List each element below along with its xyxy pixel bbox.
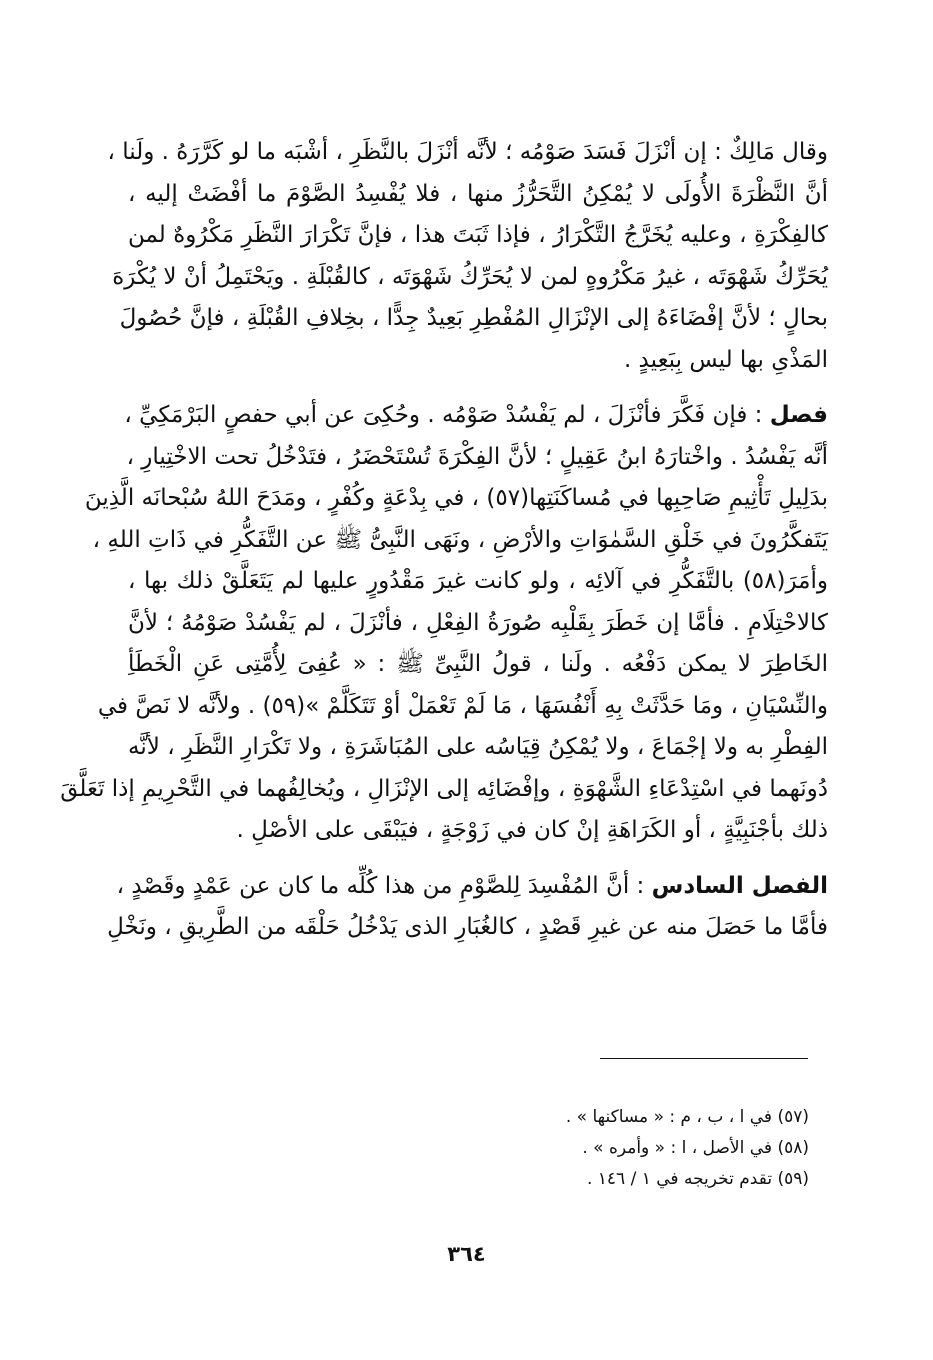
text-line: كالاحْتِلَامِ . فأمَّا إن خَطَرَ بِقَلْبِه صُورَةُ الفِعْلِ ، فأنْزَلَ ، لم يَفْسُدْ صَوْمُهُ ؛ لأنَّ	[128, 609, 828, 636]
text-line: أنَّ النَّظْرَةَ الأُولَى لا يُمْكِنُ التَّحَرُّزُ منها ، فلا يُفْسِدُ الصَّوْمَ ما أفْضَتْ إليه ،	[128, 180, 828, 207]
text-line: وأمَرَ(٥٨) بالتَّفَكُّرِ في آلائِه ، ولو كانت غيرَ مَقْدُورٍ عليها لم يَتَعَلَّقْ ذلك بها ،	[128, 568, 828, 594]
text-line: أنَّه يَفْسُدُ . واخْتارَهُ ابنُ عَقِيلٍ ؛ لأنَّ الفِكْرَةَ تُسْتَحْضَرُ ، فتَدْخُلُ تحت الاخْتِيارِ ،	[126, 443, 828, 470]
text-line	[124, 395, 828, 437]
text-line: دُونَهما في اسْتِدْعَاءِ الشَّهْوَةِ ، وإفْضَائِه إلى الإنْزَالِ ، ويُخالِفُهما في التَّحْرِيمِ إذا تَعَلَّقَ	[60, 775, 828, 802]
text-line: يُحَرِّكُ شَهْوَتَه ، غيرُ مَكْرُوهٍ لمن لا يُحَرِّكُ شَهْوَتَه ، كالقُبْلَةِ . ويَحْتَمِلُ أنْ لا يُكْرَهَ	[112, 263, 828, 290]
text-line: ذلك بأجْنَبِيَّةٍ ، أو الكَرَاهَةِ إنْ كان في زَوْجَةٍ ، فيَبْقَى على الأصْلِ .	[236, 817, 828, 843]
text-span: : أنَّ المُفْسِدَ لِلصَّوْمِ من هذا كُلِّه ما كان عن عَمْدٍ وقَصْدٍ ،	[116, 872, 645, 899]
paragraph-3	[107, 866, 828, 949]
footnote: (٥٧) في ا ، ب ، م : « مساكنها » .	[565, 1107, 809, 1127]
footnote: (٥٨) في الأصل ، ا : « وأمره » .	[582, 1138, 809, 1158]
footnote-divider	[600, 1058, 808, 1059]
section-label: فصل	[769, 402, 828, 428]
text-line: الفِطْرِ به ولا إجْمَاعَ ، ولا يُمْكِنُ قِيَاسُه على المُبَاشَرَةِ ، ولا تَكْرَارِ النَّظَرِ ، لأنَّه	[128, 734, 828, 760]
page-number: ٣٦٤	[447, 1242, 486, 1266]
footnote: (٥٩) تقدم تخريجه في ١ / ١٤٦ .	[586, 1169, 809, 1189]
text-line: والنِّسْيَانِ ، ومَا حَدَّثَتْ بِهِ أَنْفُسَهَا ، مَا لَمْ تَعْمَلْ أوْ تَتَكَلَّمْ »(٥٩) . ولأنَّه لا نَصَّ في	[97, 692, 828, 719]
text-line: بدَلِيلِ تَأْثِيمِ صَاحِبِها في مُساكَنَتِها(٥٧) ، في بِدْعَةٍ وكُفْرٍ ، ومَدَحَ اللهُ سُبْحانَه الَّذِينَ	[84, 485, 828, 511]
text-span: : فإن فَكَّرَ فأنْزَلَ ، لم يَفْسُدْ صَوْمُه . وحُكِىَ عن أبي حفصٍ البَرْمَكِيِّ ،	[124, 402, 763, 428]
paragraph-2	[60, 395, 828, 852]
text-line: بحالٍ ؛ لأنَّ إفْضَاءَهُ إلى الإنْزَالِ المُفْطِرِ بَعِيدٌ جِدًّا ، بخِلافِ القُبْلَةِ ، فإنَّ حُصُولَ	[119, 305, 828, 331]
main-text	[60, 132, 828, 949]
footnotes	[409, 1102, 809, 1195]
text-line: المَذْىِ بها ليس بِبَعِيدٍ .	[623, 346, 828, 373]
text-line: يَتَفكَّرُونَ في خَلْقِ السَّمٰوَاتِ والأرْضِ ، ونَهَى النَّبِىُّ ﷺ عن التَّفَكُّرِ في ذَاتِ اللهِ ،	[92, 526, 828, 553]
section-label: الفصل السادس	[651, 872, 828, 899]
text-line	[116, 866, 828, 908]
text-line: فأمَّا ما حَصَلَ منه عن غيرِ قَصْدٍ ، كالغُبَارِ الذى يَدْخُلُ حَلْقَه من الطَّرِيقِ ، ونَخْلِ	[107, 914, 828, 940]
text-line: كالفِكْرَةِ ، وعليه يُخَرَّجُ التَّكْرَارُ ، فإذا ثَبَتَ هذا ، فإنَّ تَكْرَارَ النَّظَرِ مَكْرُوهٌ لمن	[128, 222, 828, 248]
paragraph-1	[107, 132, 828, 381]
text-line: وقال مَالِكٌ : إن أنْزَلَ فَسَدَ صَوْمُه ؛ لأنَّه أنْزَلَ بالنَّظَرِ ، أشْبَه ما لو كَرَّرَهُ . ولَنا ،	[107, 139, 828, 165]
text-line: الخَاطِرَ لا يمكن دَفْعُه . ولَنا ، قولُ النَّبِىِّ ﷺ : « عُفِىَ لِأُمَّتِى عَنِ الْخَطَأِ	[128, 651, 828, 677]
